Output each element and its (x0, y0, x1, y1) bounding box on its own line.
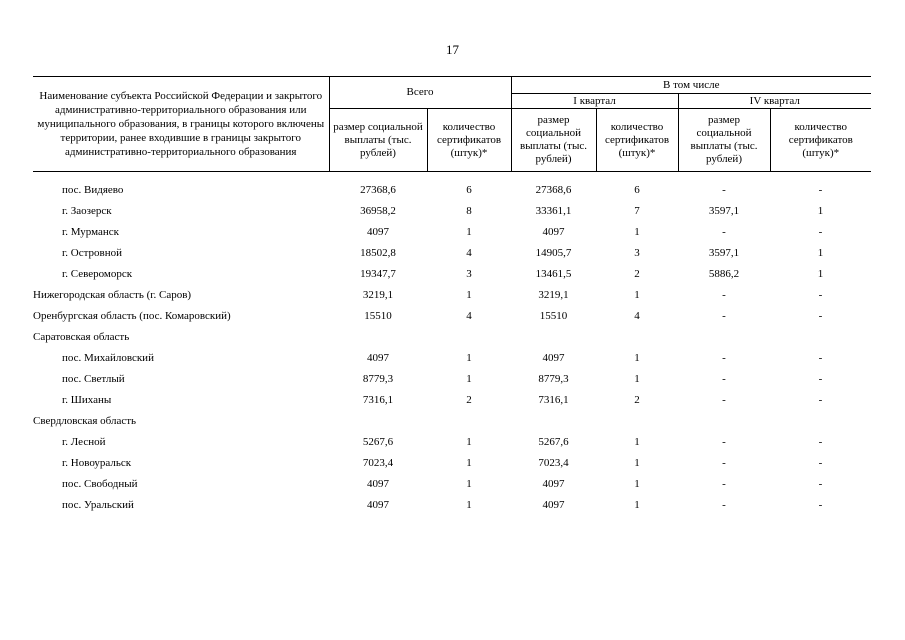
total-sum-cell: 3219,1 (362, 289, 394, 301)
total-count-cell (427, 327, 511, 348)
q1-sum-cell (511, 411, 596, 432)
row-name: пос. Михайловский (62, 352, 154, 364)
q4-count-cell: - (818, 373, 823, 385)
total-sum-cell: 5267,6 (362, 436, 394, 448)
q1-count-cell: 1 (634, 373, 640, 385)
q1-count-cell (596, 411, 678, 432)
q4-count-cell: - (818, 499, 823, 511)
q1-sum-cell: 4097 (542, 478, 565, 490)
column-header-including: В том числе (511, 77, 871, 94)
column-header-q1: I квартал (511, 94, 678, 109)
q4-sum-cell (678, 411, 770, 432)
total-sum-cell: 7316,1 (362, 394, 394, 406)
q1-count-cell: 2 (634, 268, 640, 280)
q1-sum-cell: 7023,4 (538, 457, 569, 469)
table-row (33, 390, 871, 411)
total-count-cell: 1 (466, 289, 472, 301)
q4-sum-cell: - (722, 436, 726, 448)
total-count-cell: 1 (466, 436, 472, 448)
row-name: г. Североморск (62, 268, 133, 280)
q1-count-cell: 1 (634, 457, 640, 469)
q4-sum-cell: - (722, 394, 726, 406)
q1-count-cell: 1 (634, 289, 640, 301)
total-sum-cell: 7023,4 (362, 457, 394, 469)
total-sum-cell: 8779,3 (362, 373, 394, 385)
table-row (33, 180, 871, 201)
row-name: Саратовская область (33, 331, 130, 343)
table-row (33, 348, 871, 369)
column-header-q4-sum: размер социальной выплаты (тыс. рублей) (678, 109, 770, 172)
total-count-cell: 8 (466, 205, 472, 217)
q1-sum-cell: 15510 (539, 310, 568, 322)
q4-sum-cell: - (722, 310, 726, 322)
row-name: г. Заозерск (62, 205, 112, 217)
total-count-cell: 1 (466, 457, 472, 469)
q1-sum-cell (511, 327, 596, 348)
row-name: пос. Свободный (62, 478, 138, 490)
table-row (33, 432, 871, 453)
table-row (33, 201, 871, 222)
q1-count-cell (596, 327, 678, 348)
row-name: пос. Светлый (62, 373, 125, 385)
total-count-cell: 4 (466, 247, 472, 259)
total-count-cell (427, 411, 511, 432)
q1-sum-cell: 4097 (542, 352, 565, 364)
q4-count-cell: - (818, 436, 823, 448)
total-count-cell: 6 (466, 184, 472, 196)
column-header-total-count: количество сертификатов (штук)* (427, 109, 511, 172)
table-body (33, 172, 871, 517)
page-number: 17 (446, 42, 459, 57)
total-sum-cell: 4097 (367, 478, 389, 490)
q1-sum-cell: 5267,6 (538, 436, 569, 448)
table-row (33, 285, 871, 306)
q4-count-cell: 1 (817, 247, 824, 259)
q4-count-cell: - (818, 478, 823, 490)
q1-sum-cell: 7316,1 (538, 394, 569, 406)
total-sum-cell: 36958,2 (360, 205, 396, 217)
q1-count-cell: 7 (634, 205, 640, 217)
row-name: г. Новоуральск (62, 457, 132, 469)
q4-sum-cell: - (722, 457, 726, 469)
total-count-cell: 1 (466, 226, 472, 238)
q1-count-cell: 1 (634, 226, 640, 238)
column-header-q1-sum: размер социальной выплаты (тыс. рублей) (511, 109, 596, 172)
q4-count-cell: - (818, 184, 823, 196)
total-sum-cell: 4097 (367, 499, 389, 511)
q4-sum-cell: - (722, 226, 726, 238)
q4-count-cell: - (818, 352, 823, 364)
total-count-cell: 1 (466, 478, 472, 490)
table-row (33, 243, 871, 264)
q1-sum-cell: 33361,1 (535, 205, 572, 217)
q1-count-cell: 6 (634, 184, 640, 196)
q1-sum-cell: 13461,5 (535, 268, 572, 280)
q4-sum-cell: 3597,1 (708, 247, 740, 259)
table-row (33, 222, 871, 243)
total-sum-cell: 15510 (364, 310, 392, 322)
q4-count-cell (770, 411, 871, 432)
q4-sum-cell (678, 327, 770, 348)
q4-count-cell: - (818, 289, 823, 301)
row-name: г. Мурманск (62, 226, 119, 238)
row-name: Оренбургская область (пос. Комаровский) (33, 310, 231, 322)
column-header-total-sum: размер социальной выплаты (тыс. рублей) (329, 109, 427, 172)
table-row (33, 369, 871, 390)
table-row (33, 327, 871, 348)
total-sum-cell: 19347,7 (360, 268, 396, 280)
q1-count-cell: 1 (634, 478, 640, 490)
q1-count-cell: 1 (634, 499, 640, 511)
q4-sum-cell: - (722, 499, 726, 511)
q1-count-cell: 3 (634, 247, 640, 259)
row-name: пос. Видяево (62, 184, 124, 196)
total-sum-cell: 18502,8 (360, 247, 396, 259)
table-row (33, 474, 871, 495)
q4-count-cell: - (818, 310, 823, 322)
q1-count-cell: 2 (634, 394, 640, 406)
row-name: пос. Уральский (62, 499, 134, 511)
q1-sum-cell: 8779,3 (538, 373, 569, 385)
row-name: г. Шиханы (62, 394, 112, 406)
q4-sum-cell: - (722, 352, 726, 364)
row-name: Нижегородская область (г. Саров) (33, 289, 192, 301)
total-count-cell: 1 (466, 352, 472, 364)
q1-count-cell: 1 (634, 436, 640, 448)
q1-sum-cell: 4097 (542, 499, 565, 511)
q4-sum-cell: 5886,2 (708, 268, 740, 280)
column-header-q4: IV квартал (678, 94, 871, 109)
q4-sum-cell: - (722, 289, 726, 301)
q4-count-cell: 1 (817, 205, 824, 217)
q4-sum-cell: - (722, 184, 726, 196)
table-row (33, 495, 871, 516)
total-sum-cell: 27368,6 (360, 184, 396, 196)
q1-sum-cell: 4097 (542, 226, 565, 238)
total-sum-cell (329, 411, 427, 432)
total-sum-cell (329, 327, 427, 348)
q4-sum-cell: - (722, 373, 726, 385)
payments-table (33, 76, 871, 516)
total-count-cell: 4 (466, 310, 472, 322)
q4-count-cell: 1 (817, 268, 824, 280)
table-row (33, 411, 871, 432)
q4-sum-cell: - (722, 478, 726, 490)
table-row (33, 306, 871, 327)
column-header-q1-count: количество сертификатов (штук)* (596, 109, 678, 172)
q1-sum-cell: 27368,6 (535, 184, 572, 196)
q4-count-cell: - (818, 457, 823, 469)
total-count-cell: 1 (466, 499, 472, 511)
q1-count-cell: 1 (634, 352, 640, 364)
q4-count-cell: - (818, 226, 823, 238)
column-header-total: Всего (329, 77, 511, 109)
column-header-name: Наименование субъекта Российской Федерации и закрытого административно-территориального образования или муниципального образования, в границы которого включены территории, ранее входившие в границы закрытого административно-территориального образования (33, 77, 329, 172)
column-header-q4-count: количество сертификатов (штук)* (770, 109, 871, 172)
total-count-cell: 3 (466, 268, 472, 280)
table-row (33, 453, 871, 474)
q4-count-cell: - (818, 394, 823, 406)
total-count-cell: 1 (466, 373, 472, 385)
q4-sum-cell: 3597,1 (708, 205, 740, 217)
row-name: г. Островной (62, 247, 123, 259)
row-name: Свердловская область (33, 415, 137, 427)
q1-sum-cell: 3219,1 (538, 289, 569, 301)
q1-count-cell: 4 (634, 310, 640, 322)
q1-sum-cell: 14905,7 (535, 247, 572, 259)
total-sum-cell: 4097 (367, 352, 389, 364)
total-sum-cell: 4097 (367, 226, 389, 238)
total-count-cell: 2 (466, 394, 472, 406)
row-name: г. Лесной (62, 436, 106, 448)
q4-count-cell (770, 327, 871, 348)
table-row (33, 264, 871, 285)
